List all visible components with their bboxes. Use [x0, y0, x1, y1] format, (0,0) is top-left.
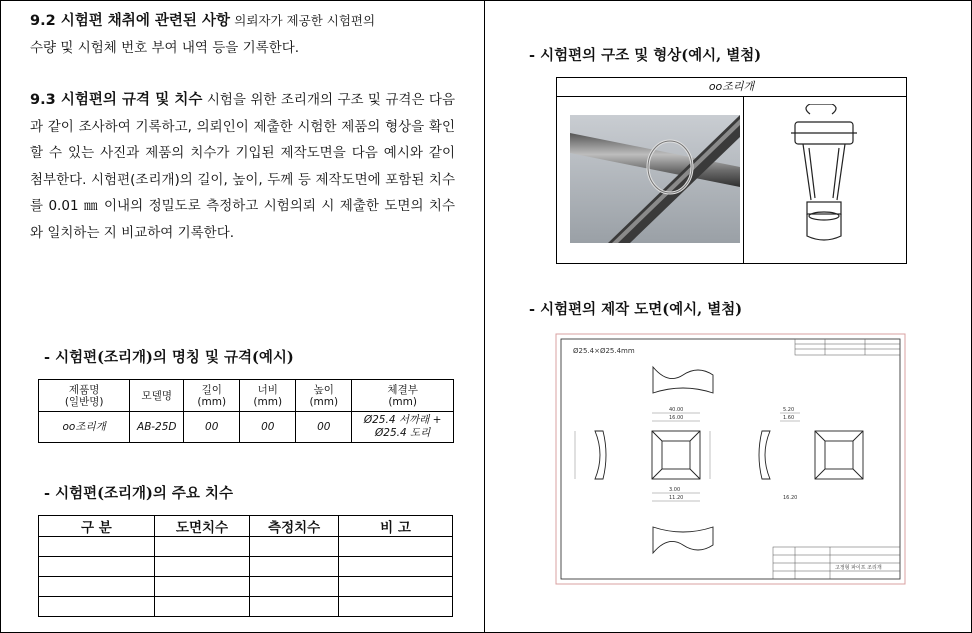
- dims-cell: [339, 577, 453, 597]
- spec-header-text: 너비: [257, 383, 278, 396]
- drawing-label-e: 16.20: [783, 495, 798, 501]
- shape-figure: [556, 77, 907, 264]
- spec-data-cell: [184, 412, 240, 443]
- dims-header-cell: 비 고: [339, 516, 453, 537]
- left-column: [30, 8, 455, 246]
- spec-data-text: oo조리개: [62, 420, 106, 433]
- spec-header-text: 모델명: [141, 389, 172, 402]
- drawing-heading: - 시험편의 제작 도면(예시, 별첨): [529, 301, 743, 318]
- spec-header-text: 체결부: [387, 383, 418, 396]
- dims-cell: [250, 577, 339, 597]
- dims-header-row: [39, 516, 453, 537]
- spec-header-text: (mm): [197, 395, 227, 408]
- spec-data-text: 00: [261, 420, 275, 433]
- spec-data-text: Ø25.4 서까래 +: [363, 414, 442, 426]
- dims-cell: [339, 557, 453, 577]
- spec-header-text: (mm): [309, 395, 339, 408]
- dims-header-cell: 도면치수: [154, 516, 249, 537]
- spec-header-text: 높이: [313, 383, 334, 396]
- shape-separator: [743, 97, 744, 263]
- dims-cell: [250, 537, 339, 557]
- drawing-label-c: 3.00: [669, 487, 681, 493]
- dims-cell: [154, 557, 249, 577]
- dims-cell: [39, 577, 155, 597]
- dims-table: [38, 515, 453, 617]
- spec-data-cell: [39, 412, 130, 443]
- section-9-2-text-a: 의뢰자가 제공한 시험편의: [234, 13, 376, 28]
- section-9-3-heading: 9.3 시험편의 규격 및 치수: [30, 92, 203, 108]
- dims-cell: [154, 597, 249, 617]
- technical-drawing: [555, 333, 906, 585]
- section-9-3-text: 시험을 위한 조리개의 구조 및 규격은 다음과 같이 조사하여 기록하고, 의뢰인이 제출한 시험한 제품의 형상을 확인할 수 있는 사진과 제품의 치수가 기입된 제작도면을 다음 예시와 같이 첨부한다. 시험편(조리개)의 길이, 높이, 두께 등 제작도면에 포함된 치수를 0.01 ㎜ 이내의 정밀도로 측정하고 시험의뢰 시 제출한 도면의 치수와 일치하는 지 비교하여 기록한다.: [30, 92, 455, 241]
- table-row: [39, 537, 453, 557]
- drawing-label-title: Ø25.4×Ø25.4mm: [573, 347, 635, 355]
- spec-data-text: AB-25D: [137, 420, 177, 433]
- spec-data-cell: [296, 412, 352, 443]
- drawing-label-a: 5.20: [783, 407, 795, 413]
- spec-data-cell: [352, 412, 454, 443]
- spec-header-text: 제품명: [68, 383, 100, 396]
- shape-caption: oo조리개: [557, 78, 906, 97]
- section-9-2: [30, 8, 455, 61]
- spec-header-row: [39, 380, 454, 412]
- dims-cell: [39, 597, 155, 617]
- dims-cell: [39, 557, 155, 577]
- dims-cell: [250, 557, 339, 577]
- drawing-label-b: 1.60: [783, 415, 795, 421]
- spec-heading: - 시험편(조리개)의 명칭 및 규격(예시): [44, 349, 294, 366]
- spec-header-text: (mm): [388, 395, 417, 408]
- dims-header-cell: 측정치수: [250, 516, 339, 537]
- table-row: [39, 577, 453, 597]
- spec-header-cell: [296, 380, 352, 412]
- spec-header-text: (일반명): [64, 395, 104, 408]
- spec-header-text: 길이: [201, 383, 222, 396]
- dims-cell: [250, 597, 339, 617]
- dims-cell: [154, 577, 249, 597]
- table-row: [39, 597, 453, 617]
- drawing-label-block: 고정형 파이프 조리개: [835, 565, 882, 571]
- dims-cell: [154, 537, 249, 557]
- drawing-label-inner: 16.00: [669, 415, 684, 421]
- dims-cell: [39, 537, 155, 557]
- section-9-3: [30, 87, 455, 246]
- spec-header-cell: [352, 380, 454, 412]
- spec-header-cell: [184, 380, 240, 412]
- drawing-label-width: 40.00: [669, 407, 684, 413]
- spec-data-cell: [130, 412, 184, 443]
- spec-header-cell: [39, 380, 130, 412]
- spec-table: [38, 379, 454, 443]
- table-row: [39, 557, 453, 577]
- spec-header-cell: [240, 380, 296, 412]
- product-sketch: [785, 104, 865, 254]
- dims-cell: [339, 537, 453, 557]
- spec-header-text: (mm): [253, 395, 283, 408]
- dims-cell: [339, 597, 453, 617]
- dims-heading: - 시험편(조리개)의 주요 치수: [44, 485, 233, 502]
- section-9-2-text-b: 수량 및 시험체 번호 부여 내역 등을 기록한다.: [30, 39, 300, 56]
- spec-data-row: [39, 412, 454, 443]
- dims-header-cell: 구 분: [39, 516, 155, 537]
- shape-heading: - 시험편의 구조 및 형상(예시, 별첨): [529, 47, 762, 64]
- spec-data-text: Ø25.4 도리: [375, 427, 431, 439]
- column-divider: [484, 0, 485, 633]
- drawing-label-d: 11.20: [669, 495, 684, 501]
- section-9-2-heading: 9.2 시험편 채취에 관련된 사항: [30, 13, 230, 29]
- spec-data-text: 00: [205, 420, 219, 433]
- spec-data-text: 00: [317, 420, 331, 433]
- spec-header-cell: [130, 380, 184, 412]
- product-photo: [570, 115, 740, 243]
- spec-data-cell: [240, 412, 296, 443]
